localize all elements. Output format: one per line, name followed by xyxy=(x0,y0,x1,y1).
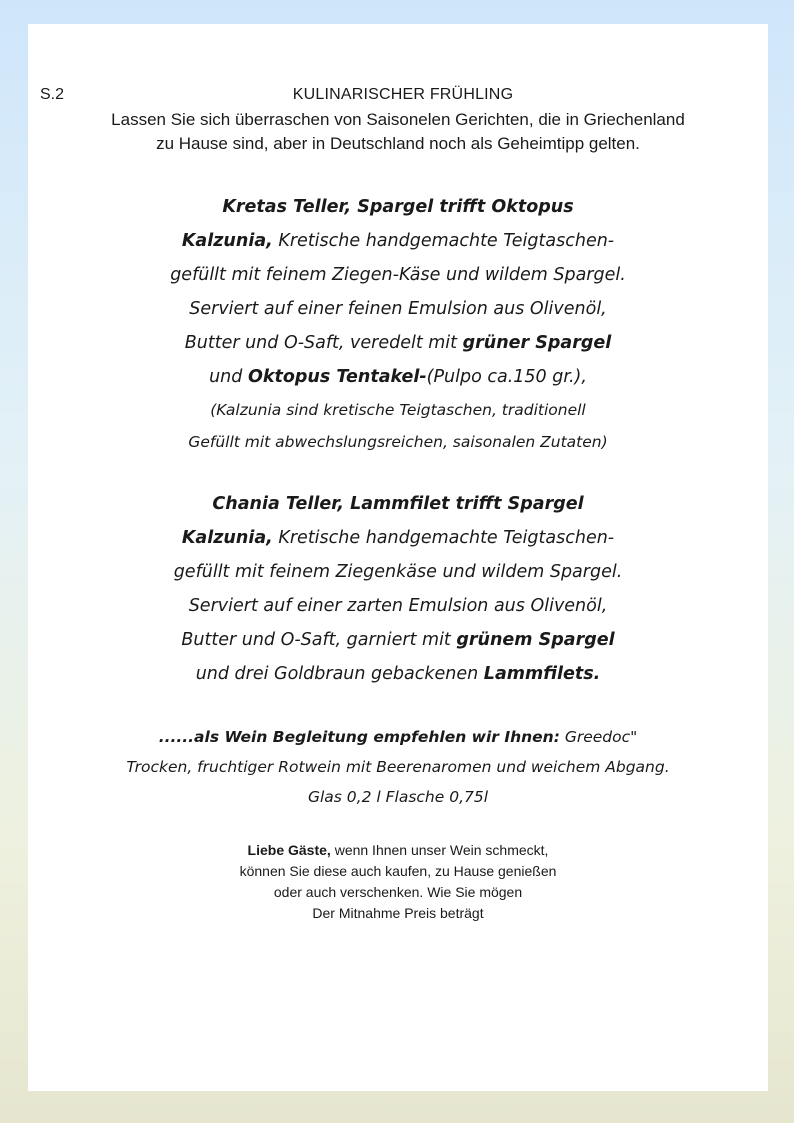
guests-greeting: Liebe Gäste, xyxy=(247,842,331,858)
menu-page xyxy=(28,24,768,1091)
wine-recommendation xyxy=(28,722,768,812)
dish-description-line: gefüllt mit feinem Ziegenkäse und wildem Spargel. xyxy=(173,562,623,582)
guests-text: können Sie diese auch kaufen, zu Hause genießen xyxy=(239,863,557,879)
page-number: S.2 xyxy=(40,86,65,103)
intro-line: zu Hause sind, aber in Deutschland noch als Geheimtipp gelten. xyxy=(156,134,640,153)
guests-text: Der Mitnahme Preis beträgt xyxy=(312,905,484,921)
wine-name: Greedoc" xyxy=(559,728,638,746)
dish-name: Kalzunia, xyxy=(181,231,273,251)
guests-text: wenn Ihnen unser Wein schmeckt, xyxy=(330,842,549,858)
page-header xyxy=(28,86,768,108)
dish-highlight: Lammfilets. xyxy=(483,664,601,684)
dish-description-line: Butter und O-Saft, garniert mit xyxy=(181,630,457,650)
intro-text xyxy=(28,108,768,156)
dish-note: (Kalzunia sind kretische Teigtaschen, traditionell xyxy=(210,401,586,419)
dish-description-line: und drei Goldbraun gebackenen xyxy=(195,664,484,684)
dish-description-line: und xyxy=(209,367,248,387)
dish-highlight: grünem Spargel xyxy=(456,630,615,650)
dish-description-line: gefüllt mit feinem Ziegen-Käse und wildem Spargel. xyxy=(170,265,626,285)
dish-title: Chania Teller, Lammfilet trifft Spargel xyxy=(212,494,584,514)
dish-highlight: Oktopus Tentakel- xyxy=(247,367,427,387)
dish-description-line: Serviert auf einer feinen Emulsion aus Olivenöl, xyxy=(189,299,607,319)
dish-title: Kretas Teller, Spargel trifft Oktopus xyxy=(222,197,574,217)
dish-note: Gefüllt mit abwechslungsreichen, saisonalen Zutaten) xyxy=(188,433,608,451)
dish-name: Kalzunia, xyxy=(181,528,273,548)
dish-description-line: Serviert auf einer zarten Emulsion aus Olivenöl, xyxy=(188,596,608,616)
dish-description-line: Kretische handgemachte Teigtaschen- xyxy=(272,528,615,548)
dish-description-line: Kretische handgemachte Teigtaschen- xyxy=(272,231,615,251)
dish-chania-teller xyxy=(28,487,768,691)
dish-highlight: grüner Spargel xyxy=(462,333,612,353)
guests-note xyxy=(28,840,768,924)
wine-intro: ......als Wein Begleitung empfehlen wir Ihnen: xyxy=(158,728,560,746)
wine-description: Trocken, fruchtiger Rotwein mit Beerenaromen und weichem Abgang. xyxy=(126,758,670,776)
dish-description-line: Butter und O-Saft, veredelt mit xyxy=(184,333,463,353)
page-title: KULINARISCHER FRÜHLING xyxy=(292,86,514,103)
wine-sizes: Glas 0,2 l Flasche 0,75l xyxy=(307,788,489,806)
guests-text: oder auch verschenken. Wie Sie mögen xyxy=(273,884,523,900)
intro-line: Lassen Sie sich überraschen von Saisonelen Gerichten, die in Griechenland xyxy=(111,110,685,129)
dish-description-line: (Pulpo ca.150 gr.), xyxy=(426,367,587,387)
dish-kretas-teller xyxy=(28,190,768,458)
